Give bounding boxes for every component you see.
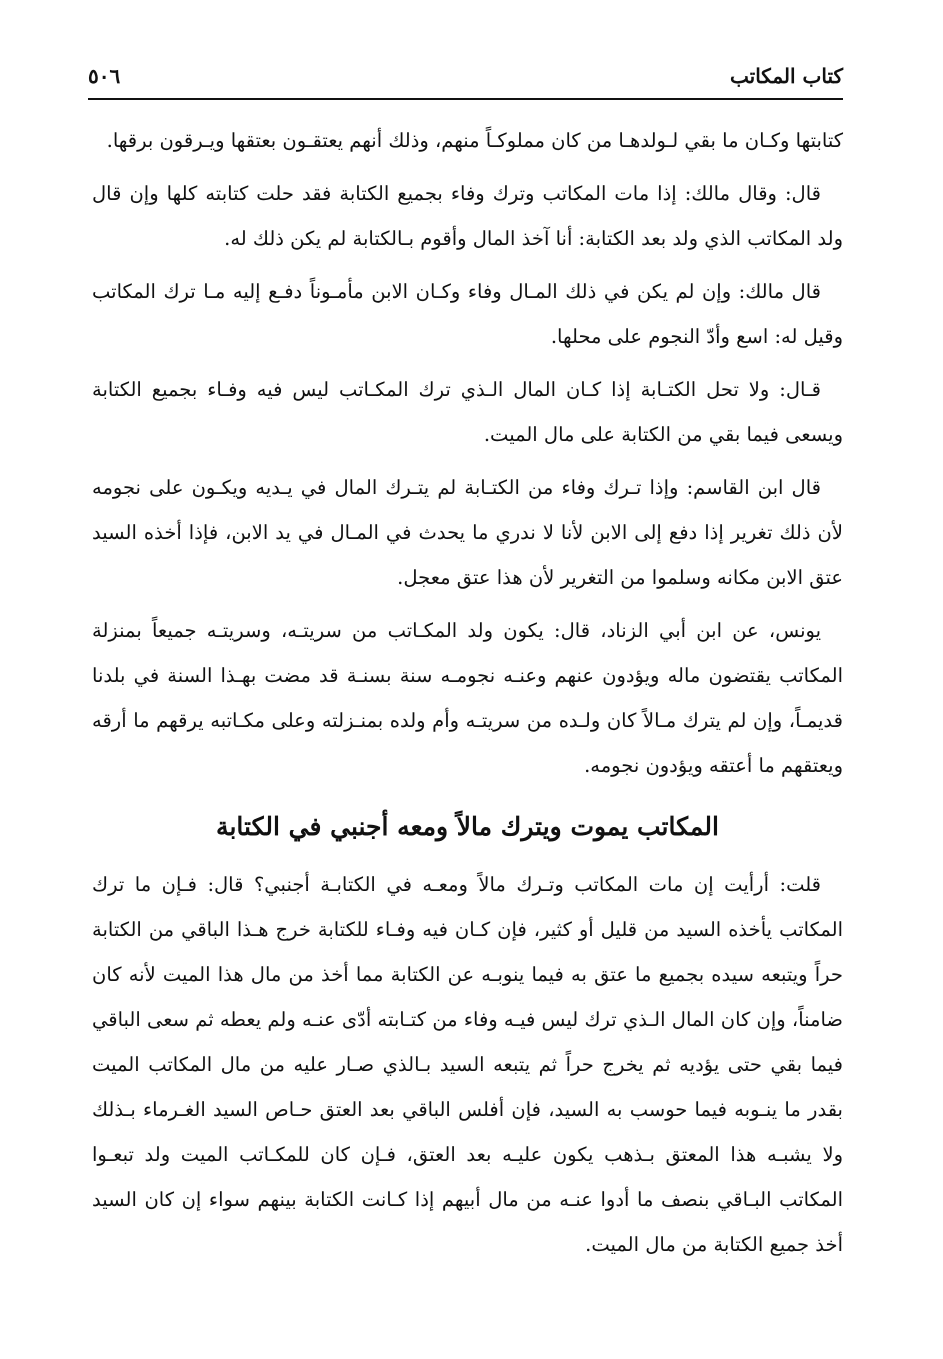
page-header [88,58,843,100]
page-number: ٥٠٦ [88,64,121,88]
paragraph: قال: وقال مالك: إذا مات المكاتب وترك وفاء بجميع الكتابة فقد حلت كتابته كلها وإن قال ولد المكاتب الذي ولد بعد الكتابة: أنا آخذ المال وأقوم بـالكتابة لم يكن ذلك له. [92,182,843,250]
paragraph: قال مالك: وإن لم يكن في ذلك المـال وفاء وكـان الابن مأمـوناً دفـع إليه مـا ترك المكاتب وقيل له: اسع وأدّ النجوم على محلها. [92,280,843,348]
paragraph: كتابتها وكـان ما بقي لـولدهـا من كان مملوكـاً منهم، وذلك أنهم يعتقـون بعتقها ويـرقون برقها. [106,129,843,152]
paragraph: يونس، عن ابن أبي الزناد، قال: يكون ولد المكـاتب من سريتـه، وسريتـه جميعاً بمنزلة المكاتب يقتضون ماله ويؤدون عنهم وعنـه نجومـه سنة بسنـة قد مضت بهـذا السنة في بلدنا قديمـاً، وإن لم يترك مـالاً كان ولـده من سريتـه وأم ولده بمنـزلته وعلى مكـاتبه يرقهم ما أرقه ويعتقهم ما أعتقه ويؤدون نجومه. [92,619,843,777]
book-title: كتاب المكاتب [730,64,843,88]
section-paragraph: قلت: أرأيت إن مات المكاتب وتـرك مالاً ومعـه في الكتابـة أجنبي؟ قال: فـإن ما ترك المكاتب يأخذه السيد من قليل أو كثير، فإن كـان فيه وفـاء للكتابة خرج هـذا الباقي من الكتابة حراً ويتبعه سيده بجميع ما عتق به فيما ينوبـه عن الكتابة مما أخذ من مال هذا الميت لأنه كان ضامناً، وإن كان المال الـذي ترك ليس فيـه وفاء من كتـابته أدّى عنـه ولم يعطه ثم سعى الباقي فيما بقي حتى يؤديه ثم يخرج حراً ثم يتبعه السيد بـالذي صـار عليه من مال المكاتب الميت بقدر ما ينـوبه فيما حوسب به السيد، فإن أفلس الباقي بعد العتق حـاص السيد الغـرماء بـذلك ولا يشبـه هذا المعتق بـذهب يكون عليـه بعد العتق، فـإن كان للمكـاتب الميت ولد تبعـوا المكاتب البـاقي بنصف ما أدوا عنـه من مال أبيهم إذا كـانت الكتابة بينهم سواء إن كان السيد أخذ جميع الكتابة من مال الميت. [92,873,843,1256]
page-body [92,118,843,1275]
section-heading: المكاتب يموت ويترك مالاً ومعه أجنبي في الكتابة [216,812,719,841]
paragraph: قال ابن القاسم: وإذا تـرك وفاء من الكتـابة لم يتـرك المال في يـديه ويكـون على نجومه لأن ذلك تغرير إذا دفع إلى الابن لأنا لا ندري ما يحدث في المـال في يد الابن، فإذا أخذه السيد عتق الابن مكانه وسلموا من التغرير لأن هذا عتق معجل. [92,476,843,589]
paragraph: قـال: ولا تحل الكتـابة إذا كـان المال الـذي ترك المكـاتب ليس فيه وفـاء بجميع الكتابة ويسعى فيما بقي من الكتابة على مال الميت. [92,378,843,446]
